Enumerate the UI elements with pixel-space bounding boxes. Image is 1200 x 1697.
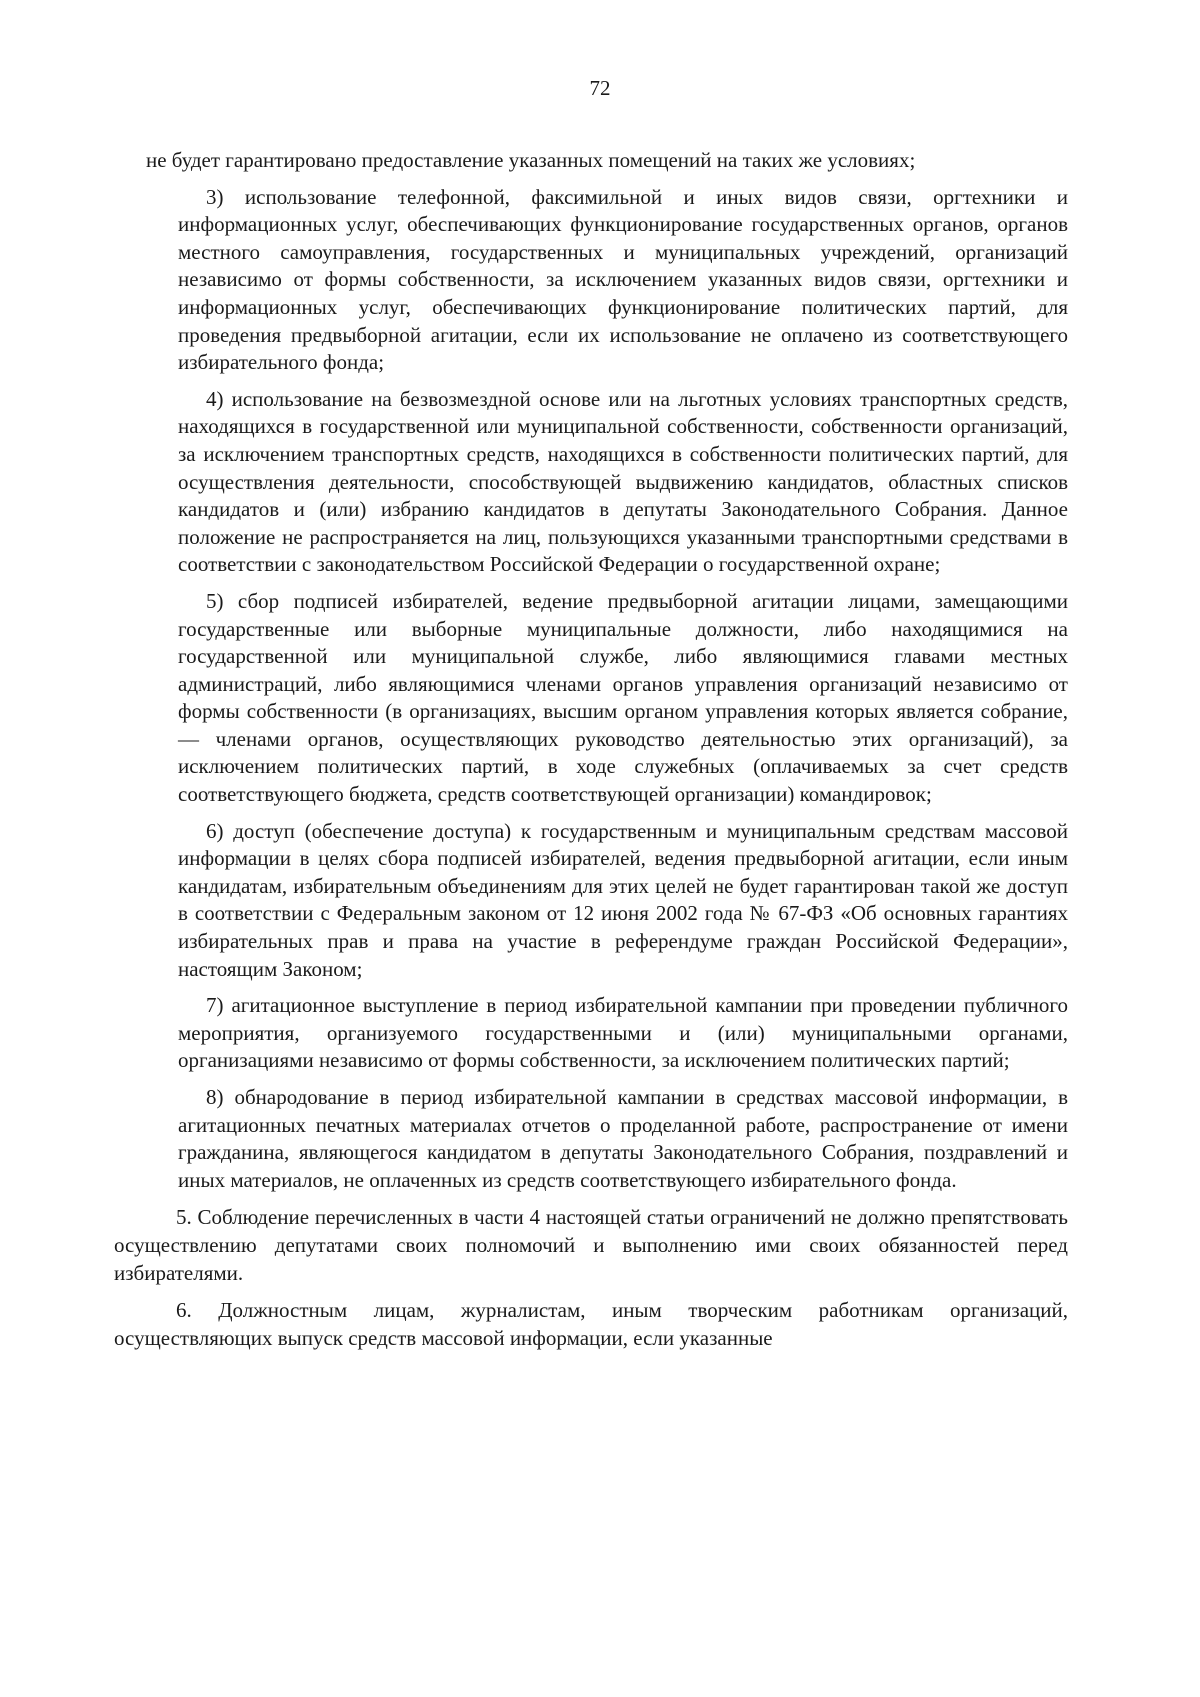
list-item-4: [178, 386, 1068, 579]
paragraph-continuation: [146, 147, 1068, 175]
section-text: должно препятствовать осуществлению депутатами своих полномочий и выполнению ими своих обязанностей перед избирателями.: [114, 1205, 1069, 1285]
list-item-8: [178, 1084, 1068, 1194]
list-item-text: публичного мероприятия, организуемого государственными и (или) муниципальными органами, организациями независимо от формы собственности, за исключением политических партий;: [178, 993, 1068, 1073]
list-item-5: [178, 588, 1068, 809]
list-item-7: [178, 992, 1068, 1075]
list-item-text: транспортных средств, находящихся в государственной или муниципальной собственности, собственности организаций, за исключением транспортных средств, находящихся в собственности политических партий, для осуществления деятельности, способствующей выдвижению кандидатов, областных списков кандидатов и (или) избранию кандидатов в депутаты Законодательного Собрания. Данное положение не распространяется на лиц, пользующихся указанными транспортными средствами в соответствии с законодательством Российской Федерации о государственной охране;: [178, 386, 1068, 577]
list-item-lead: 4) использование на безвозмездной основе или на льготных условиях: [206, 386, 852, 411]
list-item-3: [178, 184, 1068, 377]
section-lead: 6. Должностным лицам, журналистам, иным творческим работникам: [176, 1298, 924, 1323]
list-item-lead: 3) использование телефонной, факсимильной и иных видов связи, оргтехники и: [206, 184, 1068, 209]
list-item-lead: 5) сбор подписей избирателей, ведение предвыборной агитации лицами,: [206, 588, 921, 613]
list-item-text: средствам массовой информации в целях сбора подписей избирателей, ведения предвыборной агитации, если иным кандидатам, избирательным объединениям для этих целей не будет гарантирован такой же доступ в соответствии с Федеральным законом от 12 июня 2002 года № 67-ФЗ «Об основных гарантиях избирательных прав и права на участие в референдуме граждан Российской Федерации», настоящим Законом;: [178, 818, 1069, 981]
list-item-lead: 7) агитационное выступление в период избирательной кампании при проведении: [206, 993, 956, 1018]
paragraph-text: не будет гарантировано предоставление указанных помещений на таких же условиях;: [146, 148, 916, 172]
section-text: организаций, осуществляющих выпуск средств массовой информации, если указанные: [114, 1298, 1068, 1350]
list-item-text: информационных услуг, обеспечивающих функционирование государственных органов, органов местного самоуправления, государственных и муниципальных учреждений, организаций независимо от формы собственности, за исключением указанных видов связи, оргтехники и информационных услуг, обеспечивающих функционирование политических партий, для проведения предвыборной агитации, если их использование не оплачено из соответствующего избирательного фонда;: [178, 212, 1068, 375]
page-number: 72: [589, 76, 611, 100]
list-item-lead: 8) обнародование в период избирательной кампании в средствах массовой: [206, 1085, 918, 1109]
list-item-text: информации, в агитационных печатных материалах отчетов о проделанной работе, распространение от имени гражданина, являющегося кандидатом в депутаты Законодательного Собрания, поздравлений и иных материалов, не оплаченных из средств соответствующего избирательного фонда.: [178, 1085, 1068, 1192]
list-item-6: [178, 818, 1068, 984]
list-item-text: замещающими государственные или выборные муниципальные должности, либо находящимися на государственной или муниципальной службе, либо являющимися главами местных администраций, либо являющимися членами органов управления организаций независимо от формы собственности (в организациях, высшим органом управления которых является собрание, — членами органов, осуществляющих руководство деятельностью этих организаций), за исключением политических партий, в ходе служебных (оплачиваемых за счет средств соответствующего бюджета, средств соответствующей организации) командировок;: [178, 588, 1068, 807]
list-item-lead: 6) доступ (обеспечение доступа) к государственным и муниципальным: [206, 818, 876, 843]
document-body: [114, 147, 1069, 1361]
section-5: [114, 1204, 1068, 1287]
section-lead: 5. Соблюдение перечисленных в части 4 настоящей статьи ограничений не: [176, 1205, 852, 1230]
section-6: [114, 1297, 1068, 1352]
